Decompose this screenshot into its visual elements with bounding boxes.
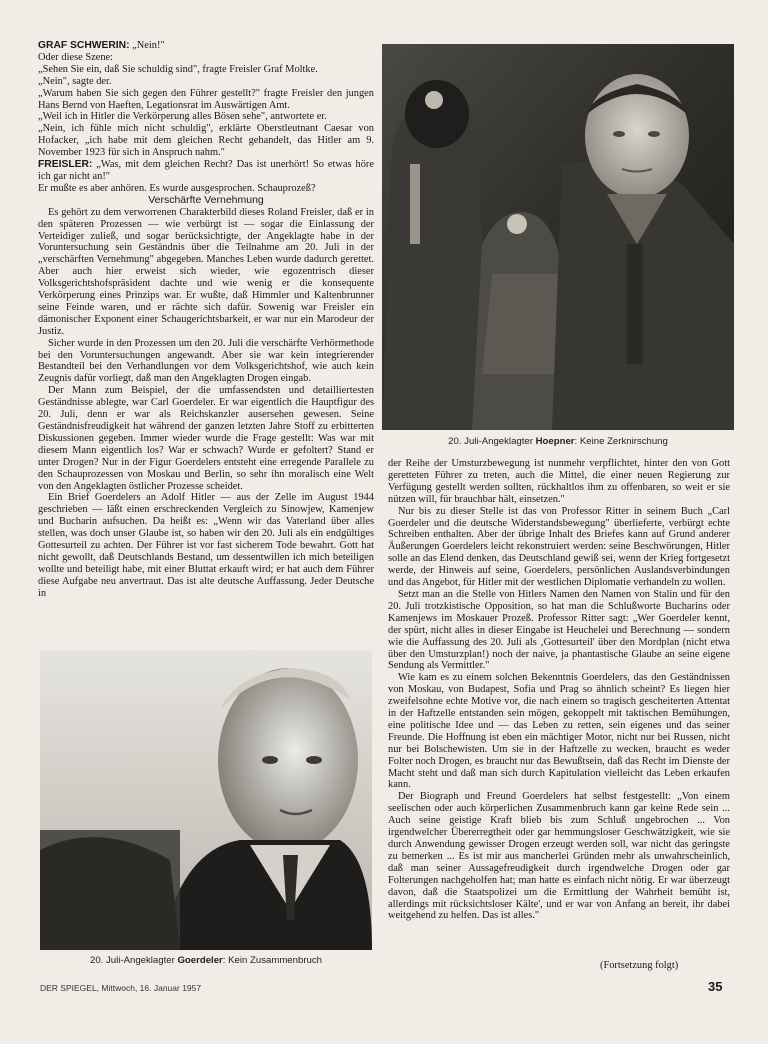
photo-hoepner-caption: 20. Juli-Angeklagter Hoepner: Keine Zerknirschung xyxy=(448,436,668,447)
paragraph: Er mußte es aber anhören. Es wurde ausgesprochen. Schauprozeß? xyxy=(38,182,316,194)
paragraph: „Nein", sagte der. xyxy=(38,75,112,87)
paragraph: „Sehen Sie ein, daß Sie schuldig sind", fragte Freisler Graf Moltke. xyxy=(38,63,318,75)
photo-goerdeler-image xyxy=(40,650,372,950)
paragraph: Nur bis zu dieser Stelle ist das von Professor Ritter in seinem Buch „Carl Goerdeler und die deutsche Widerstandsbewegung" überlieferte, verbürgt echte Schreiben enthalten. Aber der übrige Inhalt des Briefes kann auf Grund anderer Äußerungen Goerdelers leicht rekonstruiert werden: seine Beschwörungen, Hitler solle an das Elend denken, das Deutschland gewiß sei, wenn der Krieg fortgesetzt werde, der Hinweis auf seine, Goerdelers, persönlichen Auslandsverbindungen und das Angebot, für Hitler mit der westlichen Diplomatie verhandeln zu wollen. xyxy=(388,505,730,589)
paragraph: „Nein, ich fühle mich nicht schuldig", erklärte Oberstleutnant Caesar von Hofacker, „ich habe mit dem gleichen Recht gehandelt, das Hitler am 9. November 1923 für sich in Anspruch nahm." xyxy=(38,123,374,159)
page-number: 35 xyxy=(708,979,723,994)
paragraph: Sicher wurde in den Prozessen um den 20. Juli die verschärfte Verhörmethode bei den Voruntersuchungen angewandt. Aber sie war kein integrierender Bestandteil bei den Verhandlungen vor dem Volksgerichtshof, wie auch kein Zeugnis dafür vorliegt, daß man den Angeklagten Drogen eingab. xyxy=(38,337,374,385)
photo-goerdeler-caption: 20. Juli-Angeklagter Goerdeler: Kein Zusammenbruch xyxy=(90,955,322,966)
photo-hoepner-image xyxy=(382,44,734,430)
paragraph: Oder diese Szene: xyxy=(38,51,114,63)
paragraph: Ein Brief Goerdelers an Adolf Hitler — aus der Zelle im August 1944 geschrieben — läßt einen erschreckenden Vergleich zu Sinowjew, Kamenjew und Bucharin aufsuchen. Da heißt es: „Wenn wir das Vaterland über alles stellen, was doch unser Glaube ist, so haben wir den 20. Juli als ein endgültiges Gottesurteil zu achten. Der Führer ist vor fast sicherem Tode bewahrt. Gott hat nicht gewollt, daß Deutschlands Bestand, um dessentwillen ich mich beteiligen wollte und beteiligt habe, mit einer Bluttat erkauft wird; er hat auch dem Führer diese Aufgabe neu anvertraut. Das ist alte deutsche Auffassung. Jeder Deutsche in xyxy=(38,492,374,599)
continuation-note: (Fortsetzung folgt) xyxy=(600,960,679,971)
paragraph: Es gehört zu dem verworrenen Charakterbild dieses Roland Freisler, daß er in den späteren Prozessen — wie verbürgt ist — sogar die Einlassung der Verteidiger zuließ, und sogar berücksichtigte, der Angeklagte habe in der Voruntersuchung sein Geständnis über die Teilnahme am 20. Juli in der „verschärften Vernehmung" abgegeben. Manches Leben wurde dadurch gerettet. Aber auch hier erweist sich wieder, wie egozentrisch dieser Volksgerichtshofspräsident dachte und wie wenig er die konsequente Verkörperung eines Prinzips war. Er wußte, daß Himmler und Kaltenbrunner seine Feinde waren, und er rächte sich dafür. Sowenig war Freisler ein dämonischer Exponent einer Schaugerichtsbarkeit, er war nur ein Marodeur der Justiz. xyxy=(38,206,374,337)
paragraph: FREISLER: „Was, mit dem gleichen Recht? Das ist unerhört! So etwas höre ich gar nicht an!" xyxy=(38,159,374,182)
paragraph: der Reihe der Umsturzbewegung ist nunmehr verpflichtet, hinter den von Gott geretteten Führer zu treten, auch die Mittel, die einer neuen Regierung zur Verfügung gestellt werden sollten, rückhaltlos ihm zu offenbaren, so weit er sie nützen will, für brauchbar hält, einsetzen." xyxy=(388,458,730,505)
speaker-label: FREISLER: xyxy=(38,159,93,171)
paragraph: „Weil ich in Hitler die Verkörperung alles Bösen sehe", antwortete er. xyxy=(38,111,327,123)
right-column xyxy=(388,458,730,922)
paragraph: „Warum haben Sie sich gegen den Führer gestellt?" fragte Freisler den jungen Hans Bernd von Haeften, Legationsrat im Auswärtigen Amt. xyxy=(38,87,374,111)
paragraph: Der Mann zum Beispiel, der die umfassendsten und detailliertesten Geständnisse ablegte, war Carl Goerdeler. Er war eigentlich die Hauptfigur des 20. Juli, denn er war als Reichskanzler ausersehen gewesen. Seine Geständnisfreudigkeit hat während der ganzen letzten Jahre Stoff zu erbitterten Diskussionen gegeben. Immer wieder wurde die Frage gestellt: Was war mit diesem Mann eigentlich los? War er schwach? Wurde er gefoltert? Stand er unter Drogen? Nur in der Figur Goerdelers entsteht eine erregende Parallele zu den Schauprozessen von Moskau und Berlin, so sehr ihn moralisch eine Welt von den Angeklagten östlicher Prozesse scheidet. xyxy=(38,385,374,492)
left-column-top xyxy=(38,40,374,600)
photo-hoepner xyxy=(382,44,734,430)
paragraph: Der Biograph und Freund Goerdelers hat selbst festgestellt: „Von einem seelischen oder auch körperlichen Zusammenbruch kann gar keine Rede sein ... Auch seine geistige Kraft blieb bis zum Schluß ungebrochen ... Von irgendwelcher Übererregtheit oder gar hemmungsloser Geschwätzigkeit, wie sie durch Anwendung gewisser Drogen erzeugt werden soll, war nicht das geringste zu bemerken ... Es ist mir aus mancherlei Gründen mehr als unwahrscheinlich, daß man seiner Aussagefreudigkeit durch irgendwelche Drogen oder gar Folterungen nachgeholfen hat; man hatte es einfach nicht nötig. Er war überzeugt davon, daß die Staatspolizei um die Ermittlung der Wahrheit bemüht ist, allerdings mit rücksichtsloser Kälte', und er war von Anfang an bereit, ihr dabei weitgehend zu helfen. Das ist alles." xyxy=(388,791,730,922)
footer-publication: DER SPIEGEL, Mittwoch, 16. Januar 1957 xyxy=(40,983,202,993)
photo-goerdeler xyxy=(40,650,372,950)
paragraph: Setzt man an die Stelle von Hitlers Namen den Namen von Stalin und für den 20. Juli trotzkistische Opposition, so hat man die Schlußworte Bucharins oder Kamenjews im Moskauer Prozeß. Professor Ritter sagt: „Wer Goerdeler kennt, der spürt, nicht alles in dieser Eingabe ist Heuchelei und Berechnung — sondern wie die Auffassung des 20. Juli als ‚Gottesurteil' über den Mordplan (nicht etwa über den Umsturzplan!) noch der naive, ja phantastische Glaube an seine eigene Sendung als Vermittler." xyxy=(388,588,730,672)
speaker-label: GRAF SCHWERIN: xyxy=(38,40,130,51)
section-subheading: Verschärfte Vernehmung xyxy=(148,193,264,206)
paragraph: Wie kam es zu einem solchen Bekenntnis Goerdelers, das den Geständnissen von Moskau, von Budapest, Sofia und Prag so ähnlich scheint? Es liegen hier zweifelsohne echte Motive vor, die nach einem so tragisch gescheiterten Attentat in der Haftzelle entstanden sein mögen, gekoppelt mit taktischen Bemühungen, eine politische Idee und — das Leben zu retten, sein eigenes und das seiner Freunde. Die Hoffnung ist eben ein mächtiger Motor, nicht nur bei Russen, nicht nur bei Bolschewisten. Um sie in der Haftzelle zu wecken, braucht es weder Folter noch Drogen, es braucht nur das Bewußtsein, daß das Recht im Dienste der Macht steht und daß man sich durch Kapitulation vielleicht das Leben erkaufen kann. xyxy=(388,672,730,791)
paragraph: GRAF SCHWERIN: „Nein!" xyxy=(38,40,165,51)
